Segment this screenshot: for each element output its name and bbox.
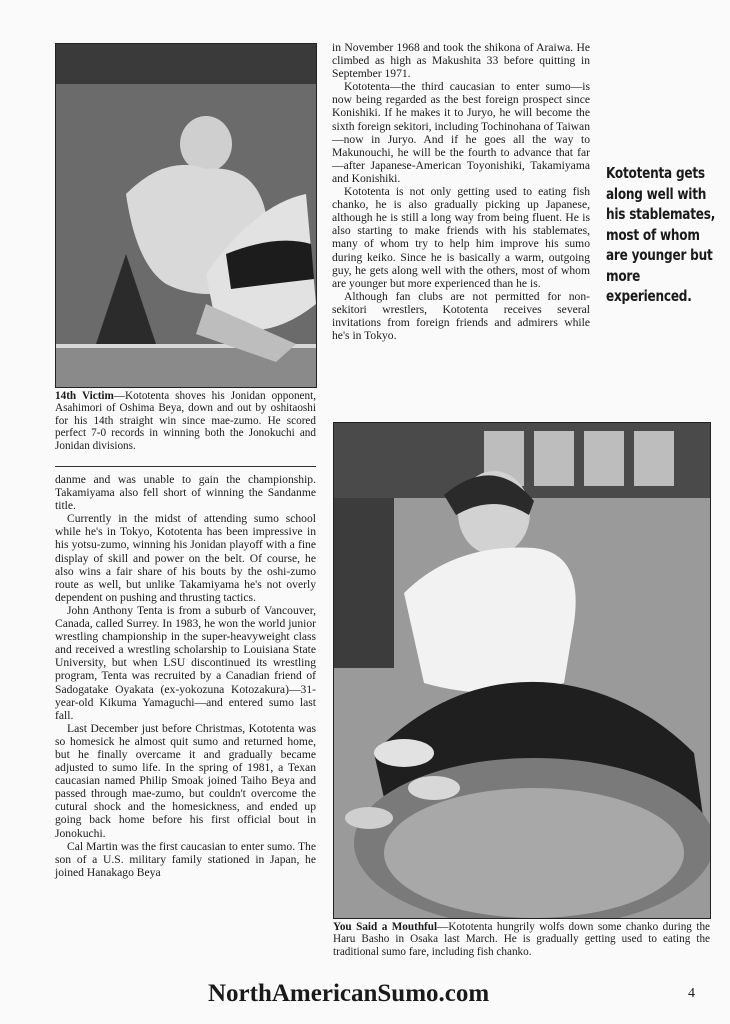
photo1-caption-text: —Kototenta shoves his Jonidan opponent, Asahimori of Oshima Beya, down and out by oshitaoshi for his 14th straight win since mae-zumo. He scored perfect 7-0 records in winning both the Jonokuchi and Jonidan divisions. [55,390,316,452]
pull-quote: Kototenta gets along well with his stablemates, most of whom are younger but more experienced. [606,164,716,305]
caption-divider [55,466,316,467]
right-paragraph: in November 1968 and took the shikona of Araiwa. He climbed as high as Makushita 33 before quitting in September 1971. [332,41,590,81]
right-paragraph: Although fan clubs are not permitted for non-sekitori wrestlers, Kototenta receives several invitations from foreign friends and admirers while he's in Tokyo. [332,289,590,343]
eating-photo [333,422,711,919]
left-paragraph: Last December just before Christmas, Kototenta was so homesick he almost quit sumo and returned home, but he finally overcame it and gradually became adjusted to sumo life. In the spring of 1981, a Texan caucasian named Philip Smoak joined Taiho Beya and passed through mae-zumo, but couldn't overcome the cutural shock and the homesickness, and ended up going back home before his first official bout in Jonokuchi. [55,721,316,840]
photo1-caption [55,390,316,452]
photo2-caption [333,921,710,958]
right-paragraph: Kototenta—the third caucasian to enter sumo—is now being regarded as the best foreign prospect since Konishiki. If he makes it to Juryo, he will become the sixth foreign sekitori, including Tochinohana of Taiwan—now in Juryo. And if he goes all the way to Makunouchi, he will be the fourth to advance that far—after Japanese-American Toyonishiki, Takamiyama and Konishiki. [332,80,590,185]
page-number: 4 [688,986,695,1001]
left-paragraph: John Anthony Tenta is from a suburb of Vancouver, Canada, called Surrey. In 1983, he won the world junior wrestling championship in the super-heavyweight class and received a wrestling scholarship to Louisiana State University, but when LSU discontinued its wrestling program, Tenta was recruited by a Canadian friend of Sadogatake Oyakata (ex-yokozuna Kotozakura)—31-year-old Kikuma Yamaguchi—and entered sumo last fall. [55,603,316,722]
left-paragraph: danme and was unable to gain the championship. Takamiyama also fell short of winning the Sandanme title. [55,473,316,513]
left-paragraph: Currently in the midst of attending sumo school while he's in Tokyo, Kototenta has been impressive in his yotsu-zumo, winning his Jonidan playoff with a fine display of skill and power on the belt. Of course, he also wins a fair share of his bouts by the oshi-zumo route as well, but unlike Takamiyama he's not overly dependent on pushing and thrusting tactics. [55,512,316,604]
footer-site: NorthAmericanSumo.com [208,980,490,1007]
left-text-column [55,473,316,879]
wrestling-photo [55,43,317,388]
photo2-caption-title: You Said a Mouthful [333,921,438,933]
photo1-caption-title: 14th Victim [55,390,114,402]
photo2-caption-text: —Kototenta hungrily wolfs down some chanko during the Haru Basho in Osaka last March. He is gradually getting used to eating the traditional sumo fare, including fish chanko. [333,921,710,958]
left-paragraph: Cal Martin was the first caucasian to enter sumo. The son of a U.S. military family stationed in Japan, he joined Hanakago Beya [55,839,316,879]
right-text-column [332,41,590,342]
right-paragraph: Kototenta is not only getting used to eating fish chanko, he is also gradually picking up Japanese, although he is still a long way from being fluent. He is also starting to make friends with his stablemates, many of whom try to help him improve his sumo during keiko. Since he is basically a warm, outgoing guy, he gets along well with the others, most of whom are younger but more experienced than he is. [332,185,590,290]
